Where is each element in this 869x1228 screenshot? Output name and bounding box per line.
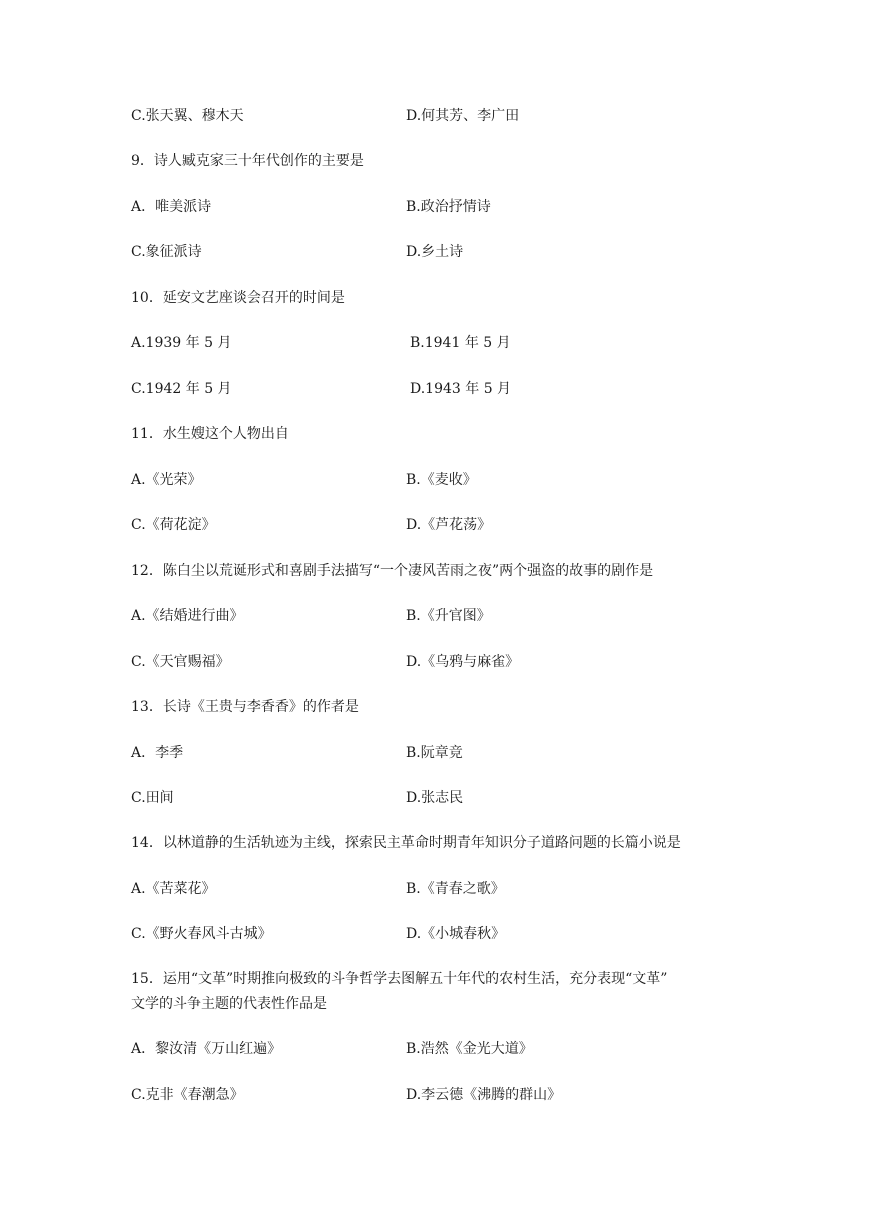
option-b: B.《升官图》 bbox=[406, 608, 491, 624]
option-a: A.《苦菜花》 bbox=[131, 881, 216, 897]
option-d: D.《芦花荡》 bbox=[406, 517, 492, 533]
option-c: C.1942 年 5 月 bbox=[131, 381, 232, 397]
option-b: B.浩然《金光大道》 bbox=[406, 1041, 533, 1057]
option-c: C.象征派诗 bbox=[131, 244, 202, 260]
option-a: A．唯美派诗 bbox=[131, 199, 212, 215]
question-stem: 15．运用“文革”时期推向极致的斗争哲学去图解五十年代的农村生活，充分表现“文革” bbox=[131, 971, 668, 987]
option-a: A.1939 年 5 月 bbox=[131, 335, 232, 351]
option-d: D.李云德《沸腾的群山》 bbox=[406, 1087, 562, 1103]
option-d: D.张志民 bbox=[406, 790, 464, 806]
option-c: C.张天翼、穆木天 bbox=[131, 108, 244, 124]
option-c: C.克非《春潮急》 bbox=[131, 1087, 244, 1103]
option-d: D.《小城春秋》 bbox=[406, 926, 506, 942]
option-b: B.1941 年 5 月 bbox=[410, 335, 511, 351]
question-stem: 9．诗人臧克家三十年代创作的主要是 bbox=[131, 153, 364, 169]
question-stem: 11．水生嫂这个人物出自 bbox=[131, 426, 289, 442]
option-d: D.乡土诗 bbox=[406, 244, 464, 260]
option-a: A.《结婚进行曲》 bbox=[131, 608, 244, 624]
question-stem: 14．以林道静的生活轨迹为主线，探索民主革命时期青年知识分子道路问题的长篇小说是 bbox=[131, 835, 681, 851]
option-b: B.阮章竞 bbox=[406, 745, 463, 761]
question-stem: 13．长诗《王贵与李香香》的作者是 bbox=[131, 699, 359, 715]
option-c: C.《天官赐福》 bbox=[131, 654, 230, 670]
option-b: B.政治抒情诗 bbox=[406, 199, 491, 215]
option-d: D.《乌鸦与麻雀》 bbox=[406, 654, 520, 670]
option-c: C.《野火春风斗古城》 bbox=[131, 926, 272, 942]
question-stem-continued: 文学的斗争主题的代表性作品是 bbox=[131, 996, 327, 1012]
option-d: D.1943 年 5 月 bbox=[410, 381, 512, 397]
option-a: A．李季 bbox=[131, 745, 184, 761]
option-c: C.《荷花淀》 bbox=[131, 517, 216, 533]
option-b: B.《麦收》 bbox=[406, 472, 477, 488]
option-b: B.《青春之歌》 bbox=[406, 881, 505, 897]
option-a: A．黎汝清《万山红遍》 bbox=[131, 1041, 282, 1057]
option-d: D.何其芳、李广田 bbox=[406, 108, 520, 124]
question-stem: 10．延安文艺座谈会召开的时间是 bbox=[131, 290, 345, 306]
option-a: A.《光荣》 bbox=[131, 472, 202, 488]
option-c: C.田间 bbox=[131, 790, 174, 806]
question-stem: 12．陈白尘以荒诞形式和喜剧手法描写“一个凄风苦雨之夜”两个强盗的故事的剧作是 bbox=[131, 563, 654, 579]
